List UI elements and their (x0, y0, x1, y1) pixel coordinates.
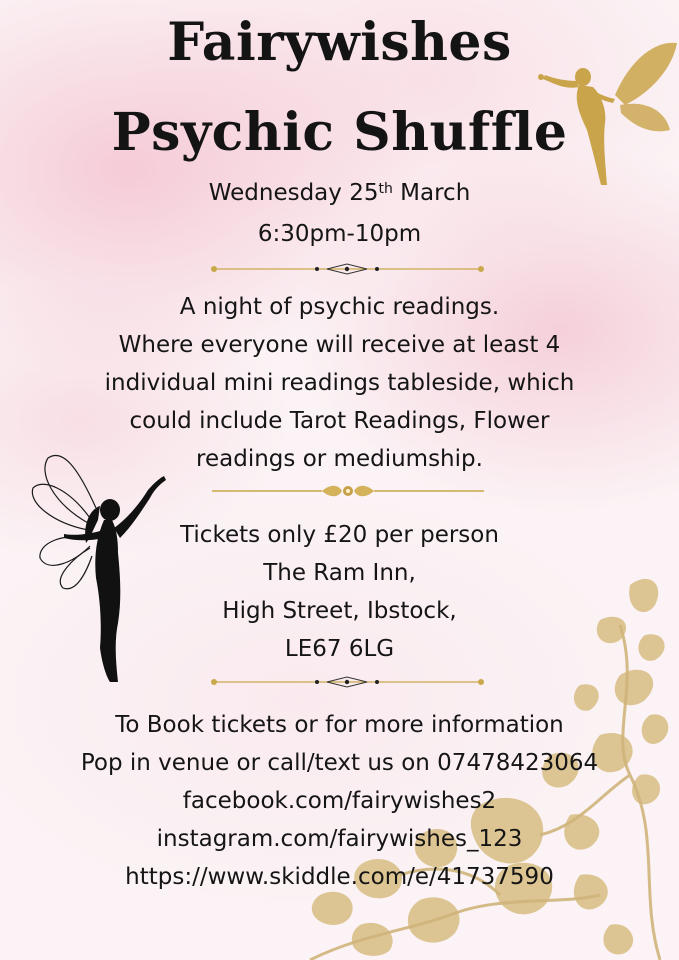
facebook-link[interactable]: facebook.com/fairywishes2 (182, 788, 497, 814)
venue-street: High Street, Ibstock, (222, 598, 457, 624)
description-line: readings or mediumship. (196, 446, 483, 472)
ornamental-divider (212, 482, 484, 500)
description-line: individual mini readings tableside, which (104, 370, 575, 396)
poster-title-line2: Psychic Shuffle (111, 102, 568, 163)
description-line: A night of psychic readings. (179, 294, 500, 320)
event-description (0, 288, 679, 478)
ornamental-divider (210, 262, 485, 276)
booking-heading: To Book tickets or for more information (115, 712, 564, 738)
venue-info (0, 516, 679, 668)
ornamental-divider (210, 675, 485, 689)
ticket-price: Tickets only £20 per person (180, 522, 499, 548)
event-date (0, 177, 679, 209)
date-suffix: th (378, 181, 393, 197)
contact-info (0, 706, 679, 896)
description-line: Where everyone will receive at least 4 (118, 332, 561, 358)
event-time: 6:30pm-10pm (257, 221, 422, 247)
venue-name: The Ram Inn, (263, 560, 416, 586)
description-line: could include Tarot Readings, Flower (129, 408, 550, 434)
instagram-link[interactable]: instagram.com/fairywishes_123 (156, 826, 523, 852)
date-month: March (392, 180, 471, 206)
phone-line: Pop in venue or call/text us on 07478423064 (80, 750, 599, 776)
date-weekday: Wednesday 25 (208, 180, 379, 206)
skiddle-link[interactable]: https://www.skiddle.com/e/41737590 (125, 864, 554, 890)
venue-postcode: LE67 6LG (284, 636, 395, 662)
poster-title-line1: Fairywishes (167, 12, 512, 73)
